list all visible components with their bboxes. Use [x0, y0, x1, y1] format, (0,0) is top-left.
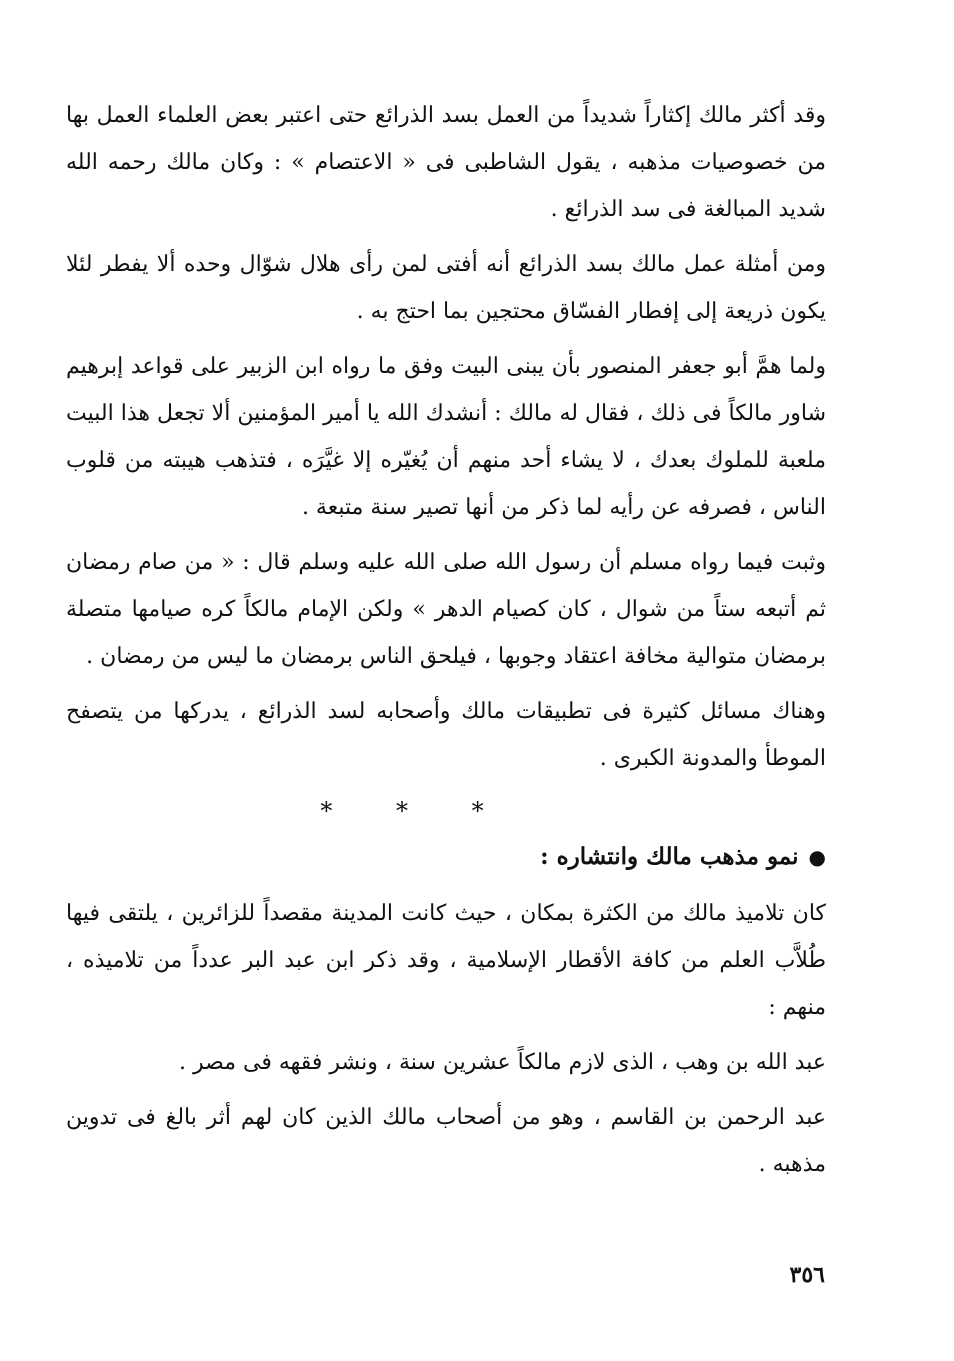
page-body	[66, 92, 826, 1188]
paragraph-ibn-al-qasim: عبد الرحمن بن القاسم ، وهو من أصحاب مالك الذين كان لهم أثر بالغ فى تدوين مذهبه .	[66, 1105, 826, 1177]
paragraph-many-issues: وهناك مسائل كثيرة فى تطبيقات مالك وأصحابه لسد الذرائع ، يدركها من يتصفح الموطأ والمدونة الكبرى .	[66, 699, 826, 771]
section-heading	[66, 834, 826, 880]
section-separator: * * *	[320, 797, 512, 825]
paragraph-students: كان تلاميذ مالك من الكثرة بمكان ، حيث كانت المدينة مقصداً للزائرين ، يلتقى فيها طُلاَّب العلم من كافة الأقطار الإسلامية ، وقد ذكر ابن عبد البر عدداً من تلاميذه ، منهم :	[66, 901, 826, 1020]
paragraph-shawwal-fasting: وثبت فيما رواه مسلم أن رسول الله صلى الله عليه وسلم قال : « من صام رمضان ثم أتبعه ستاً من شوال ، كان كصيام الدهر » ولكن الإمام مالكاً كره صيامها متصلة برمضان متوالية مخافة اعتقاد وجوبها ، فيلحق الناس برمضان ما ليس من رمضان .	[66, 550, 826, 669]
paragraph-shawwal-example: ومن أمثلة عمل مالك بسد الذرائع أنه أفتى لمن رأى هلال شوّال وحده ألا يفطر لئلا يكون ذريعة إلى إفطار الفسّاق محتجين بما احتج به .	[66, 252, 826, 324]
page-number: ٣٥٦	[789, 1262, 825, 1288]
paragraph-ibn-wahb: عبد الله بن وهب ، الذى لازم مالكاً عشرين سنة ، ونشر فقهه فى مصر .	[179, 1050, 826, 1075]
paragraph-kaaba-example: ولما همَّ أبو جعفر المنصور بأن يبنى البيت وفق ما رواه ابن الزبير على قواعد إبرهيم شاور مالكاً فى ذلك ، فقال له مالك : أنشدك الله يا أمير المؤمنين ألا تجعل هذا البيت ملعبة للملوك بعدك ، لا يشاء أحد منهم أن يُغيّره إلا غيَّرَه ، فتذهب هيبته من قلوب الناس ، فصرفه عن رأيه لما ذكر من أنها تصير سنة متبعة .	[66, 354, 826, 520]
bullet-icon: ●	[808, 845, 826, 869]
paragraph-sadd-al-dharai: وقد أكثر مالك إكثاراً شديداً من العمل بسد الذرائع حتى اعتبر بعض العلماء العمل بها من خصوصيات مذهبه ، يقول الشاطبى فى « الاعتصام » : وكان مالك رحمه الله شديد المبالغة فى سد الذرائع .	[66, 103, 826, 222]
section-heading-text: نمو مذهب مالك وانتشاره :	[540, 843, 799, 870]
